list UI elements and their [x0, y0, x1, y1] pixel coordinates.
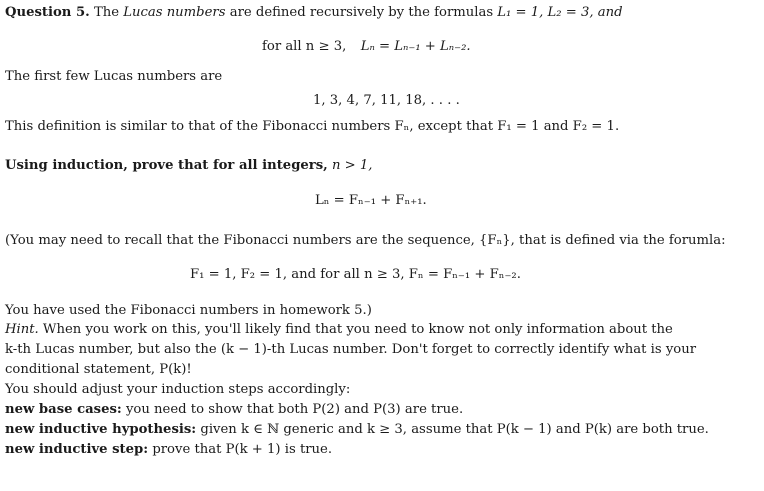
hint-line-3: conditional statement, P(k)! [5, 362, 192, 377]
homework-text: You have used the Fibonacci numbers in homework 5.) [5, 303, 372, 318]
hint-text-1: When you work on this, you'll likely find that you need to know not only information about the [42, 322, 673, 337]
recurrence-line [262, 38, 471, 56]
inductive-hypothesis-line [5, 421, 709, 439]
intro-text-1: The [93, 5, 120, 20]
question-title: Question 5. [5, 5, 90, 20]
first-few-text: The first few Lucas numbers are [5, 69, 223, 84]
intro-text-2: are defined recursively by the formulas [229, 5, 494, 20]
recurrence-equation: Lₙ = Lₙ₋₁ + Lₙ₋₂. [360, 39, 471, 54]
question-intro-line [5, 4, 623, 22]
inductive-step-label: new inductive step: [5, 442, 149, 457]
identity-equation: Lₙ = Fₙ₋₁ + Fₙ₊₁. [315, 193, 427, 208]
hint-label: Hint. [5, 322, 39, 337]
base-cases-text: you need to show that both P(2) and P(3) are true. [125, 402, 464, 417]
prove-condition: n > 1, [331, 158, 373, 173]
inductive-step-line [5, 441, 332, 459]
adjust-text: You should adjust your induction steps accordingly: [5, 382, 351, 397]
recurrence-condition: for all n ≥ 3, [262, 39, 347, 54]
inductive-step-text: prove that P(k + 1) is true. [152, 442, 333, 457]
initial-formula: L₁ = 1, L₂ = 3, and [497, 5, 623, 20]
inductive-hypothesis-text: given k ∈ ℕ generic and k ≥ 3, assume that P(k − 1) and P(k) are both true. [200, 422, 709, 437]
base-cases-line [5, 401, 463, 419]
recall-text: (You may need to recall that the Fibonacci numbers are the sequence, {Fₙ}, that is defined via the forumla: [5, 233, 726, 248]
base-cases-label: new base cases: [5, 402, 122, 417]
fibonacci-definition: F₁ = 1, F₂ = 1, and for all n ≥ 3, Fₙ = Fₙ₋₁ + Fₙ₋₂. [190, 267, 521, 282]
fibonacci-comparison-text: This definition is similar to that of the Fibonacci numbers Fₙ, except that F₁ = 1 and F₂ = 1. [5, 119, 620, 134]
prove-statement-line [5, 157, 373, 175]
lucas-sequence: 1, 3, 4, 7, 11, 18, . . . . [313, 93, 460, 108]
inductive-hypothesis-label: new inductive hypothesis: [5, 422, 197, 437]
intro-lucas-term: Lucas numbers [123, 5, 226, 20]
hint-line-1 [5, 321, 673, 339]
hint-line-2: k-th Lucas number, but also the (k − 1)-th Lucas number. Don't forget to correctly identify what is your [5, 342, 697, 357]
prove-text: Using induction, prove that for all integers, [5, 158, 328, 173]
